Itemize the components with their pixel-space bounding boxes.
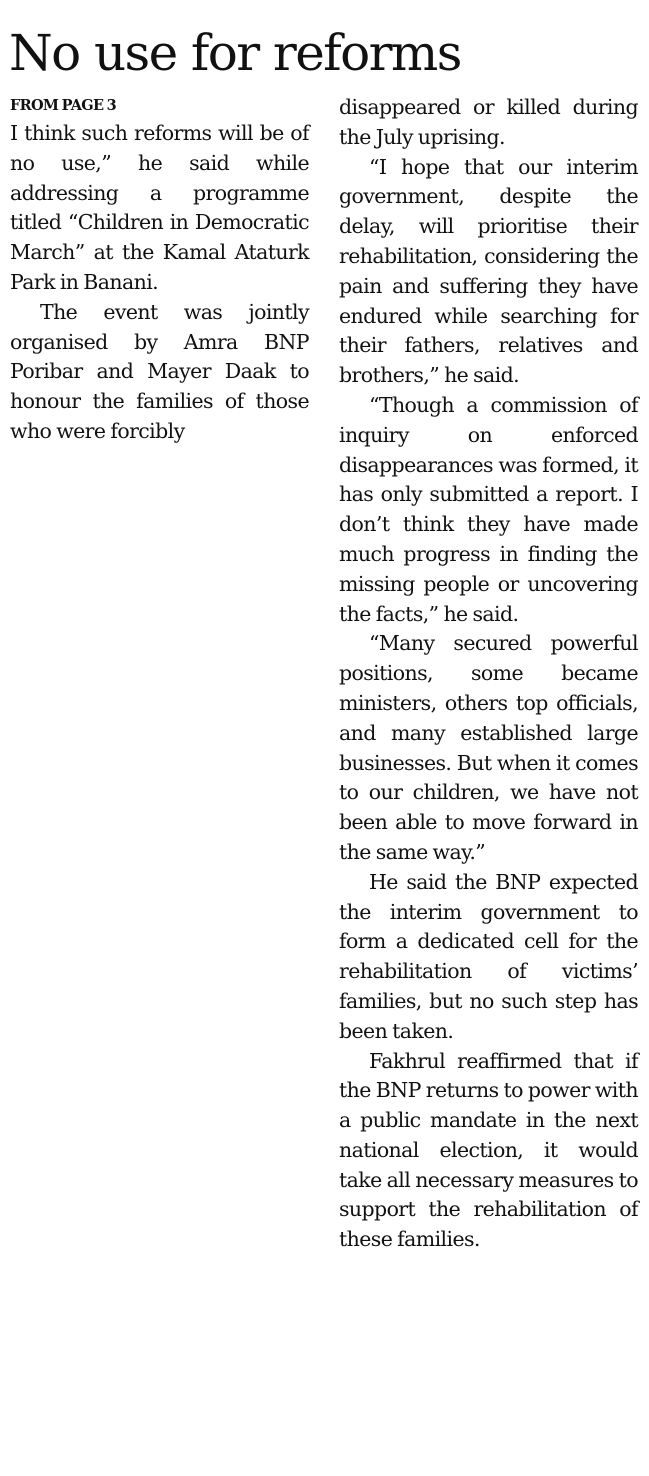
paragraph: “I hope that our interim government, despite the delay, will prioritise their rehabilitation, considering the pain and suffering they have endured while searching for their fathers, relatives and brothers,” he said.	[339, 154, 638, 388]
left-column	[10, 92, 309, 447]
paragraph: The event was jointly organised by Amra BNP Poribar and Mayer Daak to honour the families of those who were forcibly	[10, 299, 309, 443]
paragraph: “Many secured powerful positions, some became ministers, others top officials, and many established large businesses. But when it comes to our children, we have not been able to move forward in the same way.”	[339, 631, 638, 864]
continuation-label: FROM PAGE 3	[10, 97, 117, 114]
paragraph: He said the BNP expected the interim government to form a dedicated cell for the rehabilitation of victims’ families, but no such step has been taken.	[339, 869, 638, 1043]
paragraph: “Though a commission of inquiry on enforced disappearances was formed, it has only submitted a report. I don’t think they have made much progress in finding the missing people or uncovering the facts,” he said.	[339, 392, 638, 626]
paragraph-continued: I think such reforms will be of no use,” he said while addressing a programme titled “Children in Democratic March” at the Kamal Ataturk Park in Banani.	[10, 121, 309, 294]
paragraph-continued: disappeared or killed during the July uprising.	[339, 95, 638, 149]
right-column	[339, 93, 638, 1255]
paragraph: Fakhrul reaffirmed that if the BNP returns to power with a public mandate in the next national election, it would take all necessary measures to support the rehabilitation of these families.	[339, 1048, 638, 1252]
article-title: No use for reforms	[9, 24, 461, 82]
